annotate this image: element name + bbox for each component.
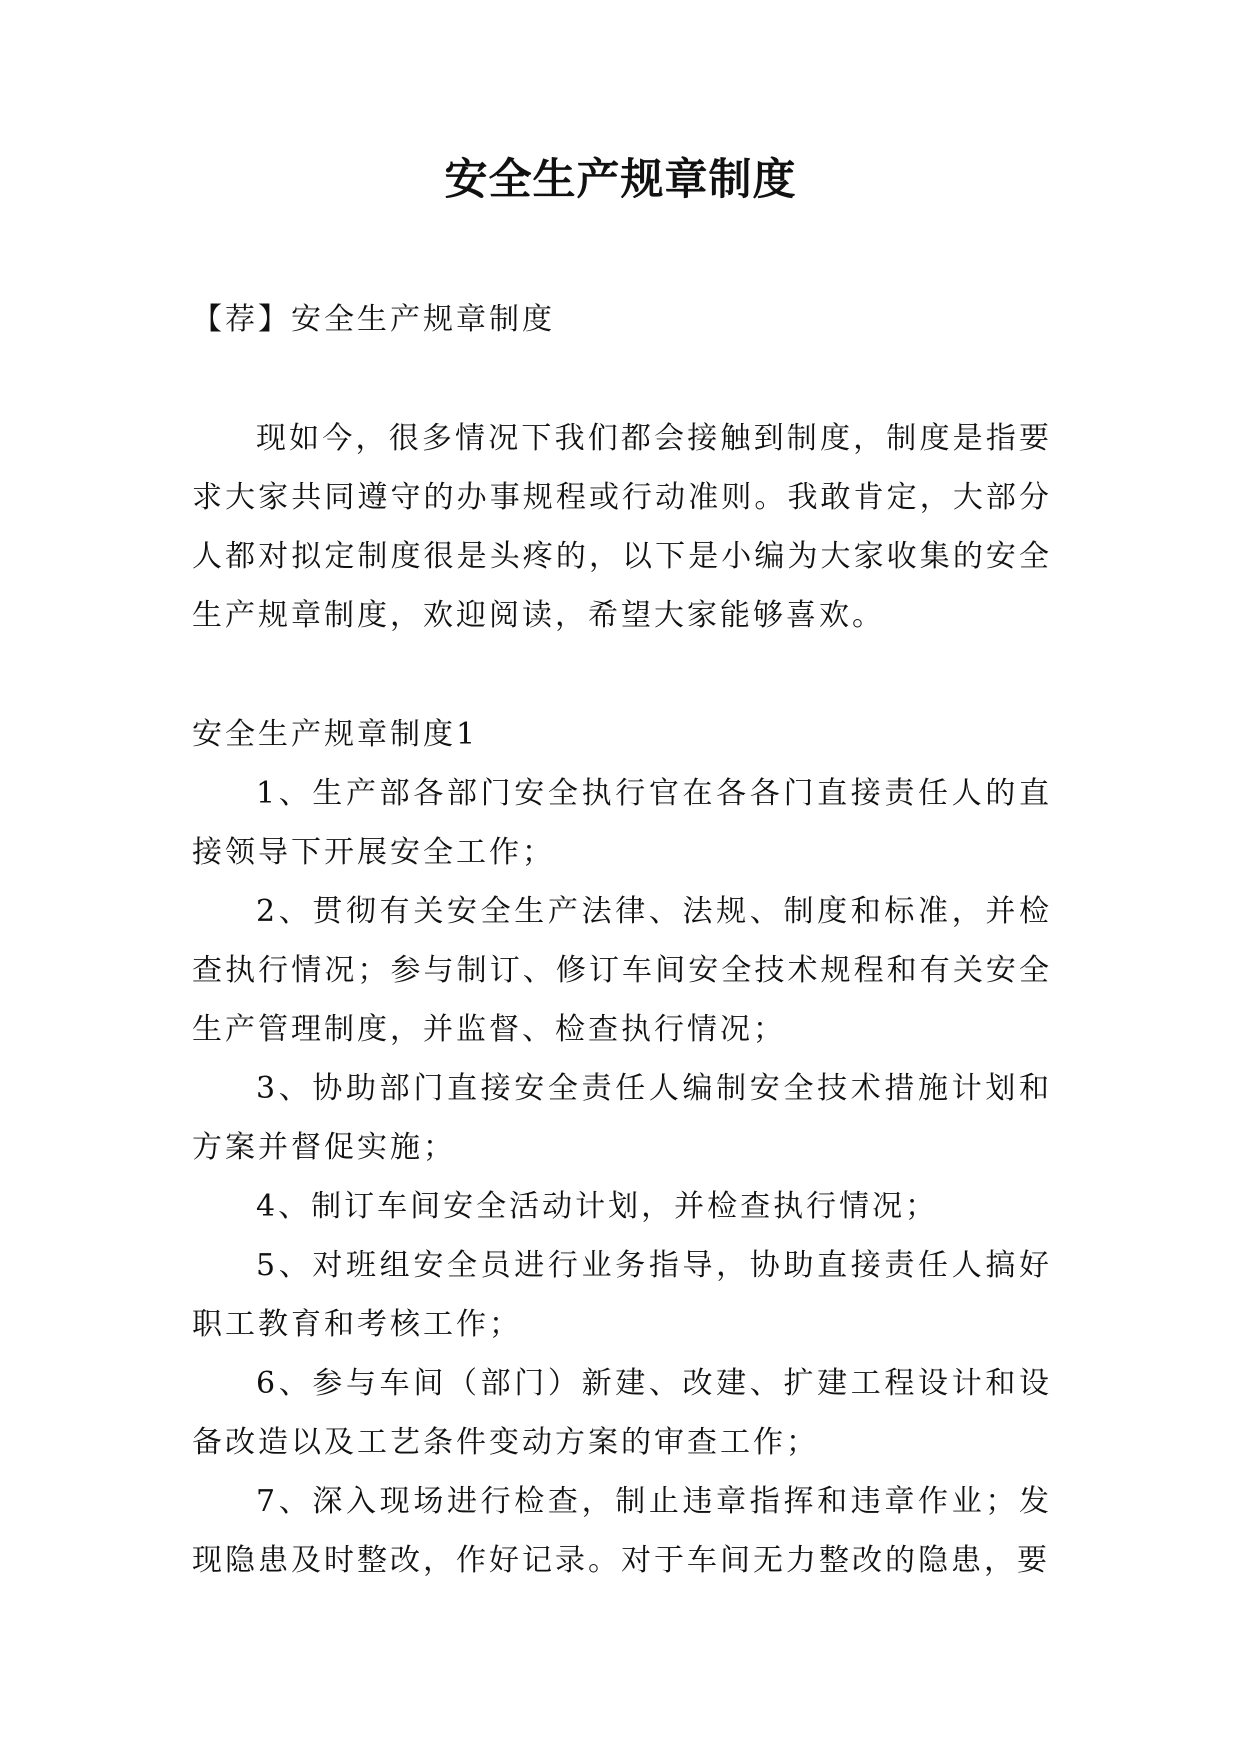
list-item: 6、参与车间（部门）新建、改建、扩建工程设计和设备改造以及工艺条件变动方案的审查工作； bbox=[192, 1366, 1052, 1460]
document-content bbox=[192, 290, 1052, 1590]
document-title: 安全生产规章制度 bbox=[444, 155, 797, 205]
list-item: 1、生产部各部门安全执行官在各各门直接责任人的直接领导下开展安全工作； bbox=[192, 776, 1052, 870]
intro-paragraph: 现如今，很多情况下我们都会接触到制度，制度是指要求大家共同遵守的办事规程或行动准则。我敢肯定，大部分人都对拟定制度很是头疼的，以下是小编为大家收集的安全生产规章制度，欢迎阅读，希望大家能够喜欢。 bbox=[192, 421, 1052, 633]
document-subtitle: 【荐】安全生产规章制度 bbox=[192, 302, 555, 337]
list-item: 3、协助部门直接安全责任人编制安全技术措施计划和方案并督促实施； bbox=[192, 1071, 1052, 1165]
list-item: 7、深入现场进行检查，制止违章指挥和违章作业；发现隐患及时整改，作好记录。对于车间无力整改的隐患，要 bbox=[192, 1484, 1052, 1578]
section-heading: 安全生产规章制度1 bbox=[192, 717, 479, 752]
list-item: 5、对班组安全员进行业务指导，协助直接责任人搞好职工教育和考核工作； bbox=[192, 1248, 1052, 1342]
list-item: 2、贯彻有关安全生产法律、法规、制度和标准，并检查执行情况；参与制订、修订车间安全技术规程和有关安全生产管理制度，并监督、检查执行情况； bbox=[192, 894, 1052, 1047]
list-item: 4、制订车间安全活动计划，并检查执行情况； bbox=[256, 1189, 939, 1224]
